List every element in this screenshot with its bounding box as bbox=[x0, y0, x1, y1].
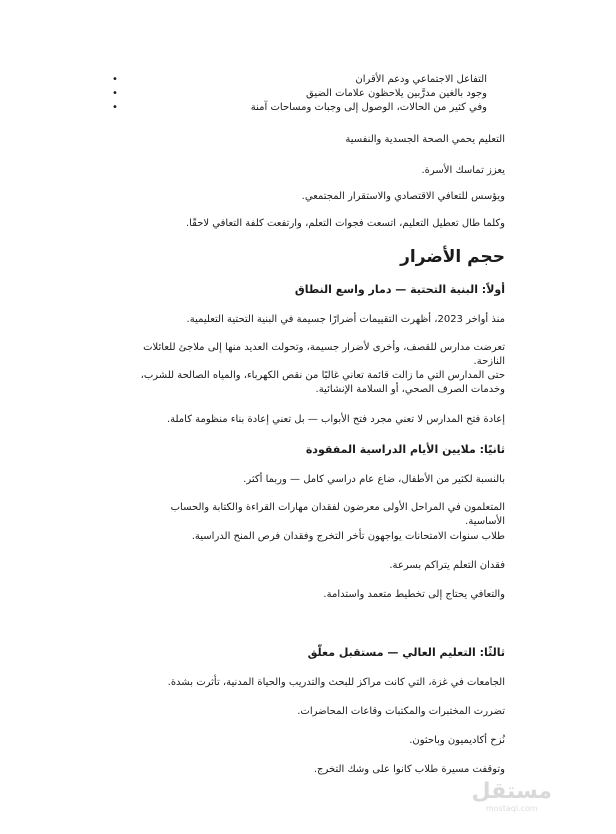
section-heading-higher-education: ثالثًا: التعليم العالي — مستقبل معلّق bbox=[307, 646, 505, 659]
list-item: • وجود بالغين مدرَّبين يلاحظون علامات الضيق bbox=[126, 87, 487, 101]
bullet-list bbox=[130, 73, 505, 115]
paragraph: تعرضت مدارس للقصف، وأخرى لأضرار جسيمة، وتحولت العديد منها إلى ملاجئ للعائلات النازحة. bbox=[143, 342, 505, 367]
paragraph: تضررت المختبرات والمكتبات وقاعات المحاضرات. bbox=[297, 706, 505, 717]
section-heading-infrastructure: أولاً: البنية التحتية — دمار واسع النطاق bbox=[294, 283, 505, 296]
watermark-logo: مستقل bbox=[471, 779, 552, 804]
paragraph: حتى المدارس التي ما زالت قائمة تعاني غالبًا من نقص الكهرباء، والمياه الصالحة للشرب، وخدمات الصرف الصحي، أو السلامة الإنشائية. bbox=[140, 370, 505, 395]
paragraph: والتعافي يحتاج إلى تخطيط متعمد واستدامة. bbox=[323, 589, 505, 600]
paragraph: وتوقفت مسيرة طلاب كانوا على وشك التخرج. bbox=[313, 764, 505, 775]
intro-paragraph: ويؤسس للتعافي الاقتصادي والاستقرار المجتمعي. bbox=[301, 191, 505, 202]
section-title: حجم الأضرار bbox=[400, 247, 505, 267]
intro-paragraph: وكلما طال تعطيل التعليم، اتسعت فجوات التعلم، وارتفعت كلفة التعافي لاحقًا. bbox=[185, 218, 505, 229]
paragraph: طلاب سنوات الامتحانات يواجهون تأخر التخرج وفقدان فرص المنح الدراسية. bbox=[191, 531, 505, 542]
paragraph: منذ أواخر 2023، أظهرت التقييمات أضرارًا جسيمة في البنية التحتية التعليمية. bbox=[186, 314, 505, 325]
paragraph: نُزح أكاديميون وباحثون. bbox=[409, 735, 505, 746]
paragraph: بالنسبة لكثير من الأطفال، ضاع عام دراسي كامل — وربما أكثر. bbox=[243, 474, 505, 485]
section-heading-school-days: ثانيًا: ملايين الأيام الدراسية المفقودة bbox=[305, 443, 505, 456]
watermark-site: mostaql.com bbox=[485, 804, 538, 813]
intro-paragraph: التعليم يحمي الصحة الجسدية والنفسية bbox=[345, 134, 505, 145]
paragraph: فقدان التعلم يتراكم بسرعة. bbox=[389, 560, 505, 571]
intro-paragraph: يعزز تماسك الأسرة. bbox=[421, 165, 505, 176]
list-item: • التفاعل الاجتماعي ودعم الأقران bbox=[126, 73, 487, 87]
list-item: • وفي كثير من الحالات، الوصول إلى وجبات ومساحات آمنة bbox=[126, 101, 487, 115]
paragraph: الجامعات في غزة، التي كانت مراكز للبحث والتدريب والحياة المدنية، تأثرت بشدة. bbox=[167, 677, 505, 688]
paragraph: إعادة فتح المدارس لا تعني مجرد فتح الأبواب — بل تعني إعادة بناء منظومة كاملة. bbox=[166, 414, 505, 425]
paragraph: المتعلمون في المراحل الأولى معرضون لفقدان مهارات القراءة والكتابة والحساب الأساسية. bbox=[170, 502, 505, 527]
mostaql-watermark bbox=[472, 780, 552, 814]
